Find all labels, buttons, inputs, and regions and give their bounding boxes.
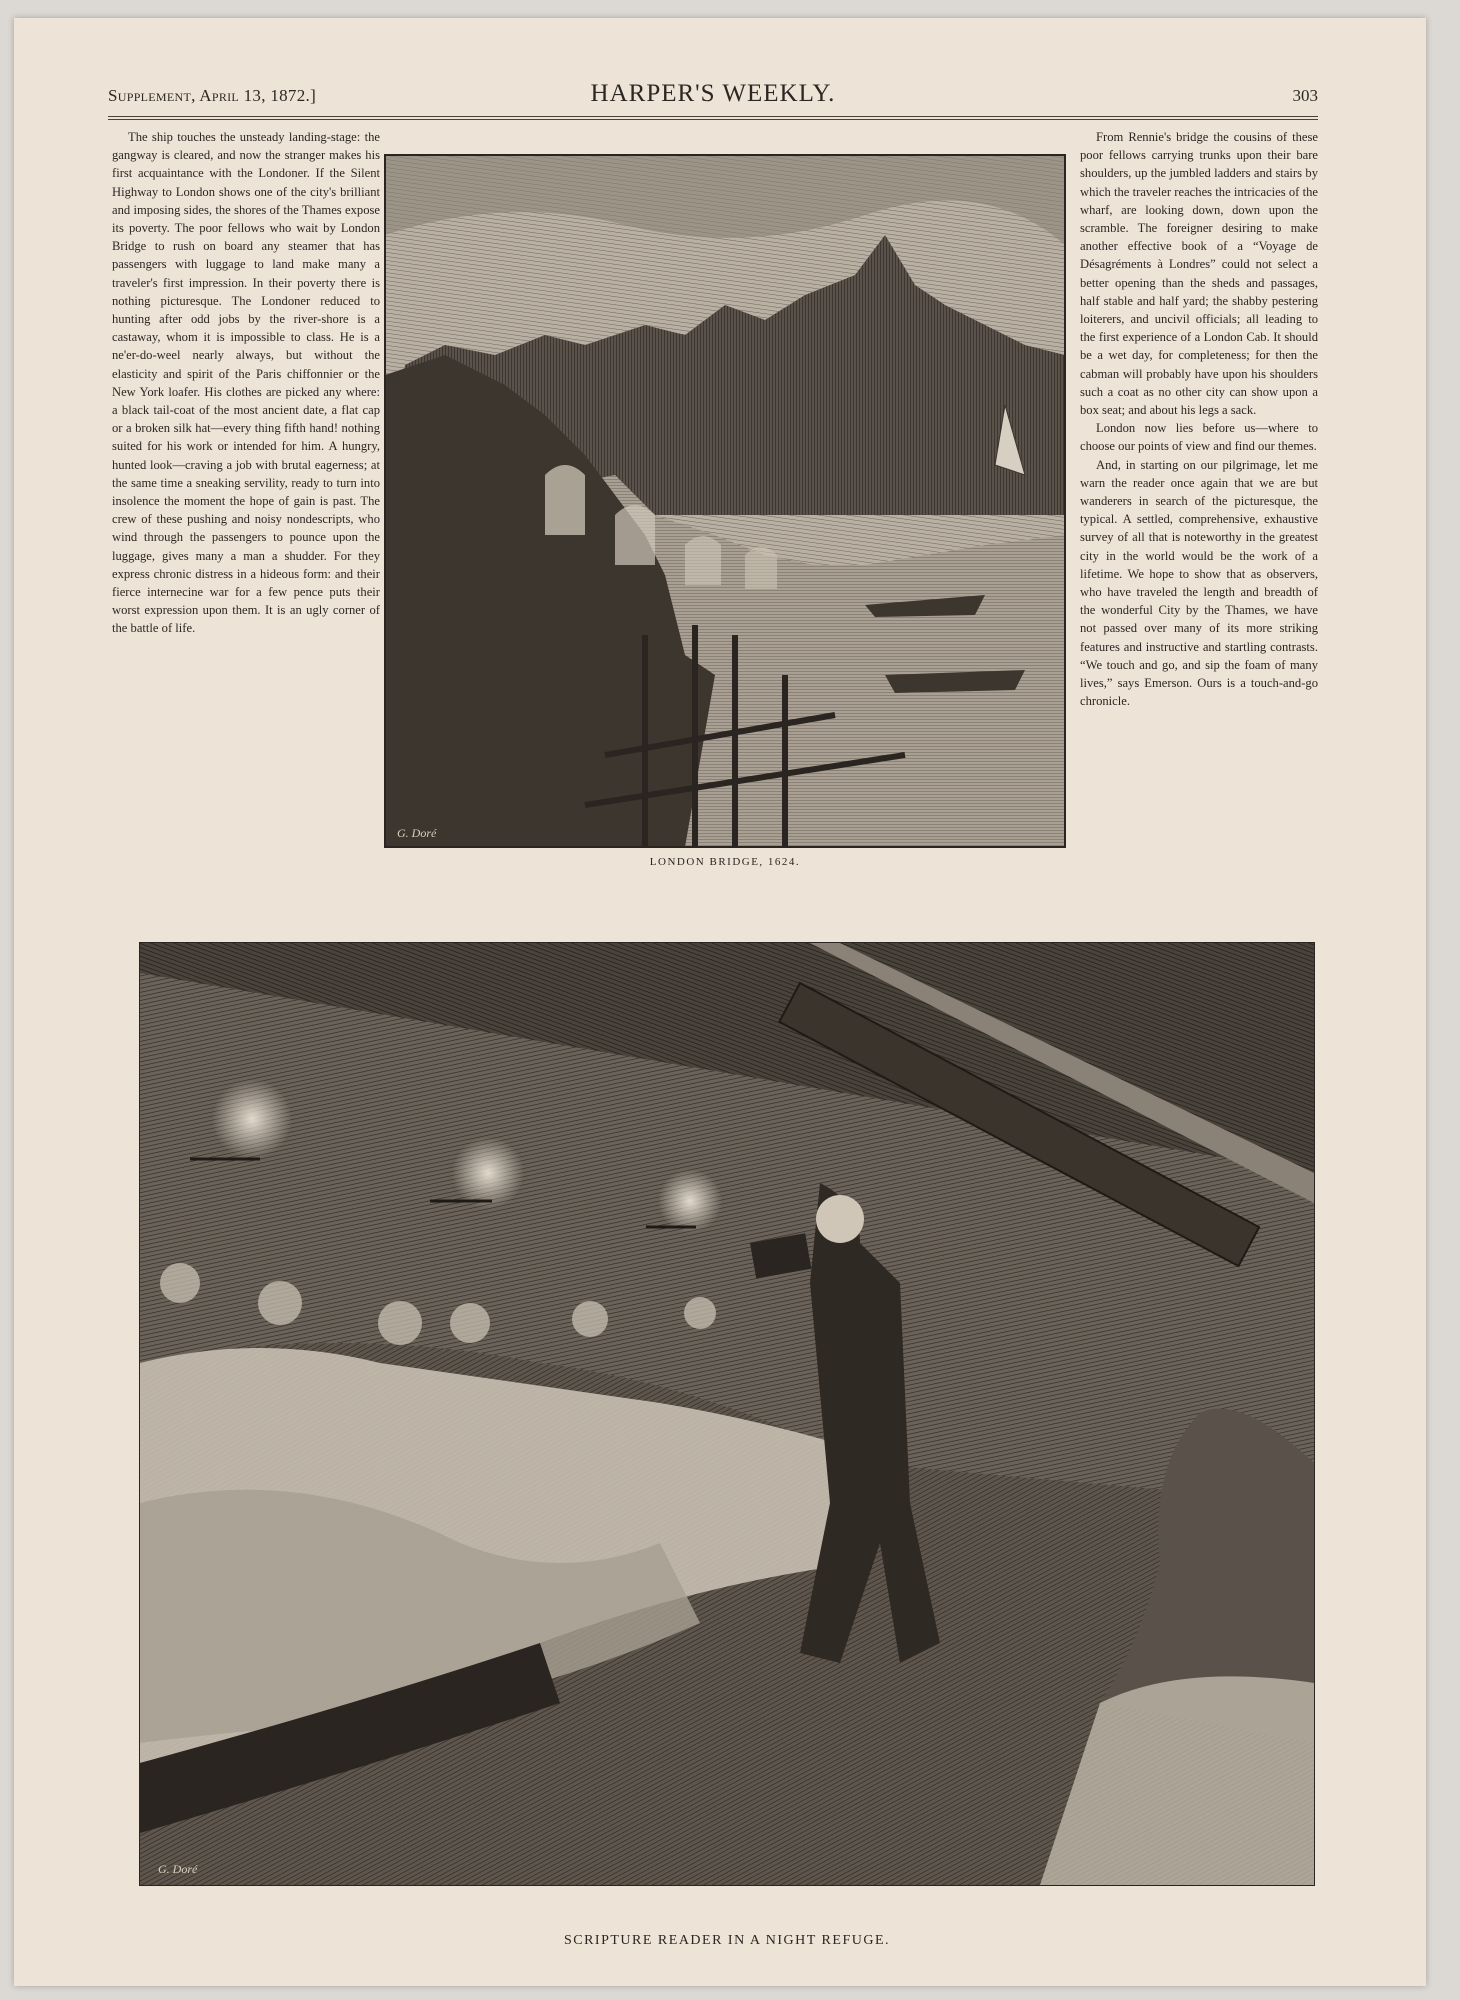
london-bridge-engraving [384, 154, 1066, 848]
right-text-column [1080, 128, 1318, 711]
header-rule [108, 116, 1318, 117]
artist-signature: G. Doré [397, 826, 437, 840]
night-refuge-engraving [139, 942, 1315, 1886]
masthead [108, 80, 1318, 116]
right-paragraph: And, in starting on our pilgrimage, let me warn the reader once again that we are but wanderers in search of the picturesque, the typical. A settled, comprehensive, exhaustive survey of all that is noteworthy in the greatest city in the world would be the work of a lifetime. We hope to show that as observers, who have traveled the length and breadth of the wonderful City by the Thames, we have not passed over many of its more striking features and instructive and startling contrasts. “We touch and go, and sip the foam of many lives,” says Emerson. Ours is a touch-and-go chronicle. [1080, 457, 1318, 709]
artist-signature: G. Doré [158, 1862, 198, 1876]
top-illustration-caption: LONDON BRIDGE, 1624. [649, 856, 801, 868]
right-paragraph: From Rennie's bridge the cousins of these poor fellows carrying trunks upon their bare shoulders, up the jumbled ladders and stairs by which the traveler reaches the intricacies of the wharf, are looking down, down upon the scramble. The foreigner desiring to make another effective book of a “Voyage de Désagréments à Londres” could not select a better opening than the sheds and passages, half stable and half yard; the shabby pestering loiterers, and uncivil officials; all leading to the first experience of a London Cab. It should be a wet day, for completeness; for then the cabman will probably have upon his shoulders such a coat as no other city can show upon a box seat; and about his legs a sack. [1080, 130, 1318, 418]
page-number: 303 [1292, 86, 1318, 105]
right-paragraph: London now lies before us—where to choose our points of view and find our themes. [1080, 421, 1318, 454]
left-text-column [112, 128, 380, 638]
publication-title: HARPER'S WEEKLY. [590, 80, 836, 107]
bottom-illustration-caption: SCRIPTURE READER IN A NIGHT REFUGE. [563, 1933, 891, 1948]
left-paragraph: The ship touches the unsteady landing-stage: the gangway is cleared, and now the stranger makes his first acquaintance with the Londoner. If the Silent Highway to London shows one of the city's brilliant and imposing sides, the shores of the Thames expose its poverty. The poor fellows who wait by London Bridge to rush on board any steamer that has passengers with luggage to land make many a traveler's first impression. In their poverty there is nothing picturesque. The Londoner reduced to hunting after odd jobs by the river-shore is a castaway, whom it is impossible to class. He is a ne'er-do-weel nearly always, but without the elasticity and spirit of the Paris chiffonnier or the New York loafer. His clothes are picked any where: a black tail-coat of the most ancient date, a flat cap or a broken silk hat—every thing fifth hand! nothing suited for his work or intended for him. A hungry, hunted look—craving a job with brutal eagerness; at the same time a sneaking servility, ready to turn into insolence the moment the hope of gain is past. The crew of these pushing and noisy nondescripts, who wind through the passengers to pounce upon the luggage, gives many a man a shudder. For they express chronic distress in a hideous form: and their fierce internecine war for a few pence puts their worst expression upon them. It is an ugly corner of the battle of life. [112, 130, 380, 636]
issue-date: Supplement, April 13, 1872.] [108, 86, 317, 105]
header-rule-double [108, 119, 1318, 120]
